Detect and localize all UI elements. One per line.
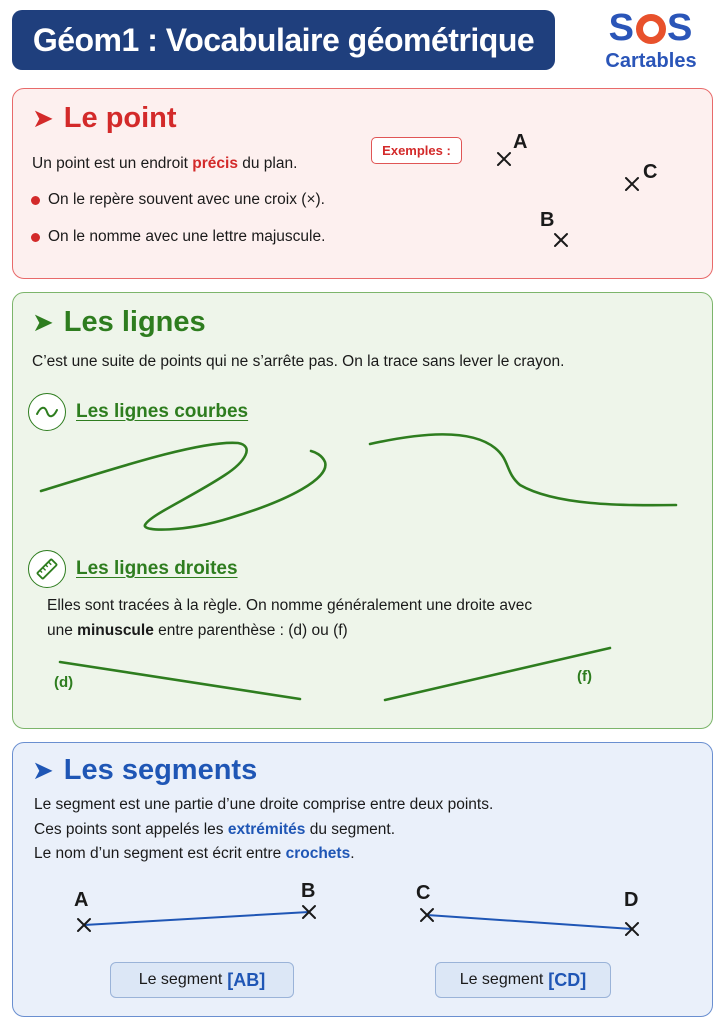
droites-title: Les lignes droites [76,558,238,579]
segment-cd-name: [CD] [548,969,587,990]
point-intro-text: Un point est un endroit [32,155,193,172]
segments-section-title [32,754,257,787]
lignes-intro: C’est une suite de points qui ne s’arrête pas. On la trace sans lever le crayon. [32,353,565,370]
droites-text-2-end: entre parenthèse : (d) ou (f) [153,622,348,639]
point-label-a: A [513,131,528,153]
line-label-d: (d) [54,674,74,691]
courbes-title: Les lignes courbes [76,401,249,422]
droites-text-1: Elles sont tracées à la règle. On nomme généralement une droite avec [47,597,533,614]
lignes-section-title-text: Les lignes [63,306,206,338]
droites-subheading [28,550,238,588]
segment-ab-name: [AB] [227,969,266,990]
segments-text-3-end: . [350,845,355,862]
page-title: Géom1 : Vocabulaire géométrique [12,10,555,70]
segment-point-b: B [301,880,316,902]
logo-sos-text: S S [608,6,694,49]
sos-cartables-logo [592,6,710,80]
segments-section-title-text: Les segments [63,754,258,786]
lifebuoy-icon [636,14,666,44]
point-label-c: C [643,161,658,183]
line-label-f: (f) [577,668,592,685]
segments-text-2-start: Ces points sont appelés les [34,821,228,838]
segments-text-3 [34,845,355,863]
segments-text-2-strong: extrémités [227,821,306,838]
wave-icon [28,393,66,431]
arrow-icon: ➤ [32,307,54,337]
segments-text-3-strong: crochets [285,845,351,862]
point-label-b: B [540,209,555,231]
arrow-icon: ➤ [32,755,54,785]
segments-text-2 [34,821,395,839]
point-bullet-2: On le nomme avec une lettre majuscule. [48,228,326,245]
bullet-icon [31,233,40,242]
examples-label: Exemples : [371,137,462,164]
segment-point-c: C [416,882,431,904]
point-section-title [32,102,177,135]
segment-point-d: D [624,889,639,911]
point-bullet-1: On le repère souvent avec une croix (×). [48,191,325,208]
lignes-section-title [32,306,206,339]
segments-text-3-start: Le nom d’un segment est écrit entre [34,845,286,862]
segment-point-a: A [74,889,89,911]
droites-text-2 [47,622,348,640]
logo-cartables-text: Cartables [605,50,697,72]
point-intro-end: du plan. [237,155,298,172]
droites-text-2-strong: minuscule [77,622,154,639]
point-section-title-text: Le point [63,102,177,134]
segment-cd-label [435,962,611,998]
segments-text-2-end: du segment. [305,821,396,838]
segment-ab-label [110,962,294,998]
courbes-subheading [28,393,248,431]
droites-text-2-start: une [47,622,78,639]
point-intro [32,155,297,173]
segment-cd-text: Le segment [459,971,544,988]
segment-ab-text: Le segment [138,971,223,988]
segments-text-1: Le segment est une partie d’une droite comprise entre deux points. [34,796,494,813]
arrow-icon: ➤ [32,103,54,133]
point-intro-strong: précis [192,155,238,172]
ruler-icon [28,550,66,588]
bullet-icon [31,196,40,205]
